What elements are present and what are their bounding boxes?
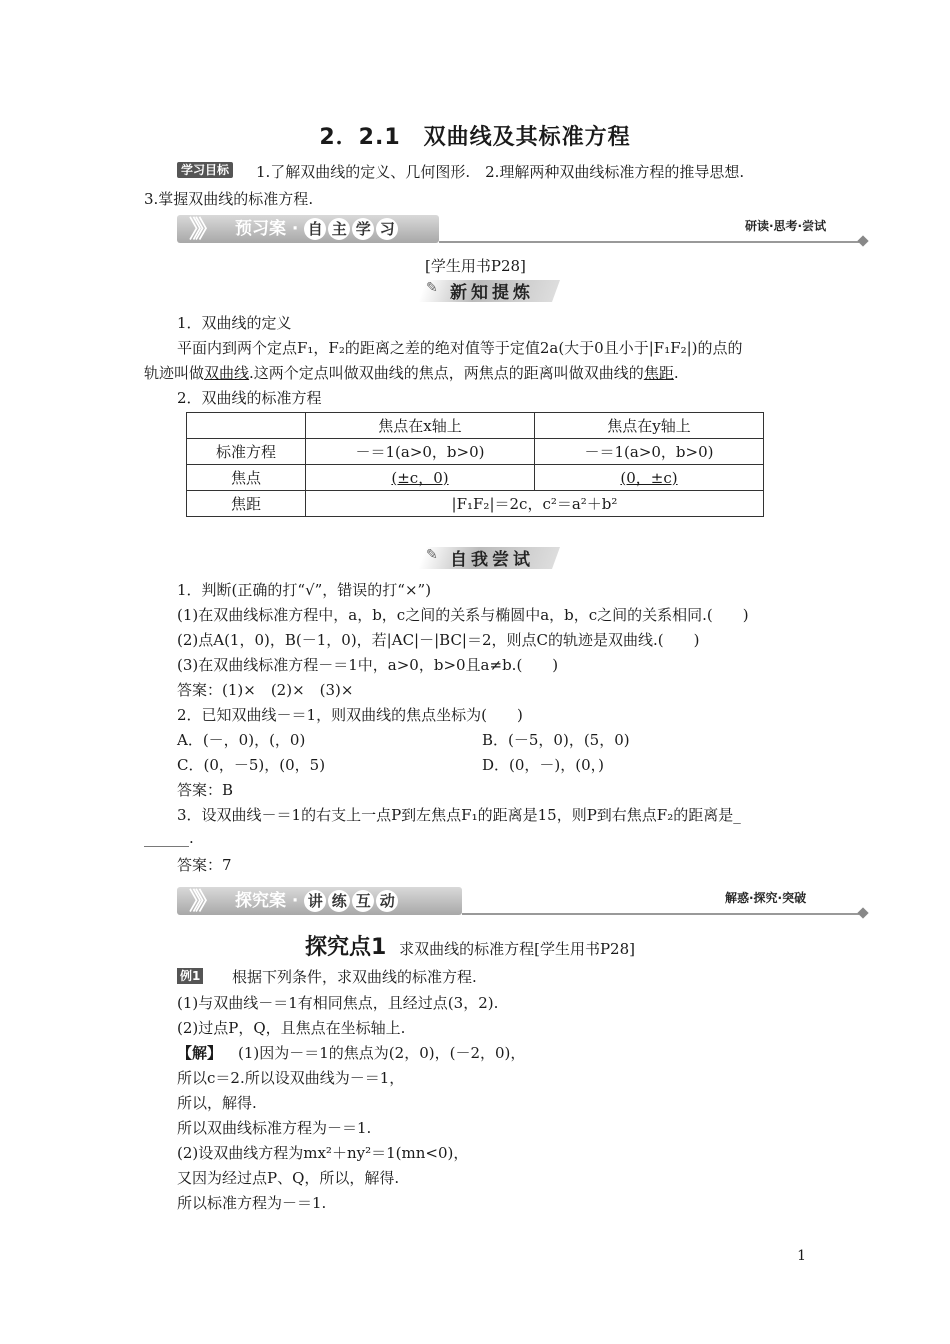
solution-line6: 又因为经过点P、Q，所以，解得. — [177, 1169, 400, 1187]
table-cell: －＝1(a>0，b>0) — [306, 439, 535, 465]
definition-line1: 平面内到两个定点F₁，F₂的距离之差的绝对值等于定值2a(大于0且小于|F₁F₂|)的点的 — [177, 339, 743, 357]
table-row-label: 焦点 — [187, 465, 306, 491]
table-row-label: 标准方程 — [187, 439, 306, 465]
topic-heading — [305, 930, 635, 961]
solution-tag: 【解】 — [177, 1044, 223, 1062]
example-part1: (1)与双曲线－＝1有相同焦点，且经过点(3，2). — [177, 994, 499, 1012]
banner-explore-right: 解惑·探究·突破 — [725, 891, 807, 905]
banner-char: 习 — [376, 218, 398, 240]
definition-heading: 1．双曲线的定义 — [177, 314, 292, 332]
subheading-self-try: ✎ 自我尝试 — [422, 545, 562, 571]
table-cell: －＝1(a>0，b>0) — [535, 439, 764, 465]
try-q3: 3．设双曲线－＝1的右支上一点P到左焦点F₁的距离是15，则P到右焦点F₂的距离是_ — [177, 806, 741, 824]
page-title: 2．2.1 双曲线及其标准方程 — [319, 125, 631, 150]
solution-line5: (2)设双曲线方程为mx²＋ny²＝1(mn<0)， — [177, 1144, 469, 1162]
banner-dot: · — [291, 891, 299, 911]
example-stem: 根据下列条件，求双曲线的标准方程. — [232, 968, 477, 986]
equation-heading: 2．双曲线的标准方程 — [177, 389, 322, 407]
try-answer2: 答案：B — [177, 781, 234, 799]
solution-line2: 所以c＝2.所以设双曲线为－＝1， — [177, 1069, 405, 1087]
page-number: 1 — [797, 1248, 806, 1264]
topic-label: 探究点1 — [305, 935, 387, 960]
option-b: B．(－5，0)，(5，0) — [482, 731, 630, 749]
option-c: C．(0，－5)，(0，5) — [177, 756, 326, 774]
example-tag: 例1 — [177, 966, 203, 984]
table-cell: (0，±c) — [535, 465, 764, 491]
try-q2: 2．已知双曲线－＝1，则双曲线的焦点坐标为( ) — [177, 706, 523, 724]
goals-line2: 3.掌握双曲线的标准方程. — [144, 190, 314, 208]
subheading-new-knowledge: ✎ 新知提炼 — [422, 278, 562, 304]
table-header: 焦点在y轴上 — [535, 413, 764, 439]
example-part2: (2)过点P，Q，且焦点在坐标轴上. — [177, 1019, 406, 1037]
try-answer1: 答案：(1)× (2)× (3)× — [177, 681, 354, 699]
topic-text: 求双曲线的标准方程[学生用书P28] — [399, 940, 635, 958]
chevron-icon: 》》 — [189, 887, 213, 915]
pencil-icon: ✎ — [426, 547, 438, 563]
definition-line2: 轨迹叫做双曲线.这两个定点叫做双曲线的焦点，两焦点的距离叫做双曲线的焦距. — [144, 364, 679, 382]
goals-tag: 学习目标 — [177, 160, 233, 178]
banner-char: 练 — [328, 890, 350, 912]
solution-line4: 所以双曲线标准方程为－＝1. — [177, 1119, 372, 1137]
banner-preview-prefix: 预习案 — [235, 219, 286, 239]
banner-char: 学 — [352, 218, 374, 240]
try-q1-3: (3)在双曲线标准方程－＝1中，a>0，b>0且a≠b.( ) — [177, 656, 559, 674]
banner-dot: · — [291, 219, 299, 239]
table-cell: |F₁F₂|＝2c，c²＝a²＋b² — [306, 491, 764, 517]
chevron-icon: 》》 — [189, 215, 213, 243]
try-q3-blank: ______. — [144, 829, 194, 847]
pencil-icon: ✎ — [426, 280, 438, 296]
solution-line1: 【解】 (1)因为－＝1的焦点为(2，0)，(－2，0)， — [177, 1044, 526, 1062]
table-cell: (±c，0) — [306, 465, 535, 491]
banner-explore — [177, 887, 867, 917]
student-book-ref: [学生用书P28] — [425, 257, 526, 275]
banner-char: 动 — [376, 890, 398, 912]
try-q1-1: (1)在双曲线标准方程中，a，b，c之间的关系与椭圆中a，b，c之间的关系相同.( ) — [177, 606, 749, 624]
banner-char: 主 — [328, 218, 350, 240]
solution-line3: 所以，解得. — [177, 1094, 257, 1112]
term-focal-distance: 焦距 — [643, 364, 674, 382]
banner-preview-right: 研读·思考·尝试 — [745, 219, 827, 233]
try-q1-2: (2)点A(1，0)，B(－1，0)，若|AC|－|BC|＝2，则点C的轨迹是双曲线.( ) — [177, 631, 700, 649]
standard-equation-table — [186, 412, 764, 517]
banner-char: 讲 — [304, 890, 326, 912]
table-header: 焦点在x轴上 — [306, 413, 535, 439]
banner-char: 自 — [304, 218, 326, 240]
goals-line1: 1.了解双曲线的定义、几何图形. 2.理解两种双曲线标准方程的推导思想. — [256, 163, 745, 181]
option-d: D．(0，－)，(0，) — [482, 756, 605, 774]
banner-explore-prefix: 探究案 — [235, 891, 286, 911]
term-hyperbola: 双曲线 — [204, 364, 250, 382]
table-row-label: 焦距 — [187, 491, 306, 517]
banner-preview — [177, 215, 867, 245]
solution-line7: 所以标准方程为－＝1. — [177, 1194, 327, 1212]
try-q1: 1．判断(正确的打“√”，错误的打“×”) — [177, 581, 432, 599]
try-answer3: 答案：7 — [177, 856, 232, 874]
option-a: A．(－，0)，(，0) — [177, 731, 306, 749]
banner-char: 互 — [352, 890, 374, 912]
